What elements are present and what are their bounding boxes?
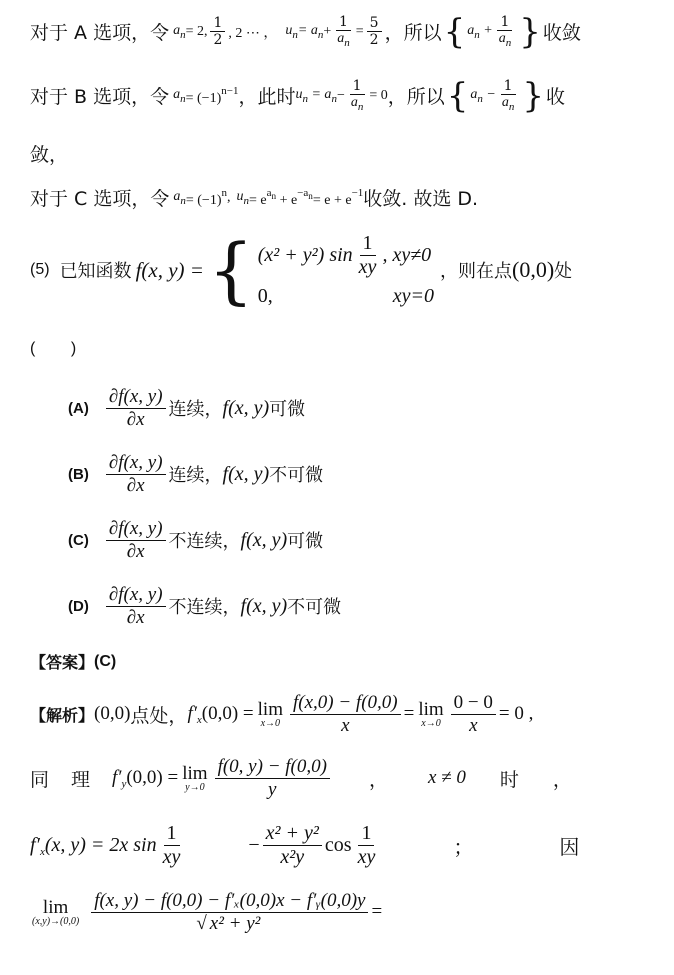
fraction-one-over-a-set: $\frac{1}{a_n}$ [498, 14, 512, 50]
case-2-cond: xy=0 [392, 285, 435, 307]
text: 对于 C 选项，令 [30, 188, 170, 210]
limit: lim x→0 [418, 698, 444, 729]
text: 对于 A 选项，令 [30, 22, 170, 45]
sqrt-denominator [193, 913, 266, 935]
case-1-expr: (x² + y²) sin [257, 244, 353, 266]
text: 理 [71, 768, 91, 791]
limit: lim (x,y)→(0,0) [32, 896, 80, 927]
left-brace: { [443, 11, 466, 52]
fraction-one-over-a: $\frac{1}{a_n}$ [350, 78, 364, 114]
option-text: 可微 [287, 531, 324, 553]
minus: − [248, 834, 260, 856]
answer-label: 【答案】 [30, 653, 95, 672]
text: ， [552, 768, 572, 791]
partial-derivative: $\frac{\partial f(x, y)}{\partial x}$ [106, 518, 166, 563]
fy-partial: $f'_y$ [112, 766, 127, 790]
plus: + [323, 23, 332, 39]
math-sum-result: = $e + e^{-1}$ [312, 186, 364, 208]
partial-derivative: $\frac{\partial f(x, y)}{\partial x}$ [106, 452, 166, 497]
answer-line [30, 650, 116, 673]
option-d [68, 584, 341, 629]
function-def: f(x, y) = [135, 257, 204, 282]
option-func: f(x, y) [240, 528, 288, 551]
text: ； [453, 835, 474, 859]
fraction-zero: $\frac{0 - 0}{x}$ [451, 692, 496, 737]
text: 已知函数 [59, 261, 132, 282]
fraction-one-over-a-set: $\frac{1}{a_n}$ [501, 78, 515, 114]
analysis-line-3 [30, 822, 630, 869]
option-b [68, 452, 323, 497]
case-1 [258, 232, 434, 279]
set-a-n: $a_n$ − [470, 86, 496, 105]
piecewise-cases [258, 232, 434, 308]
text: 时 [499, 768, 519, 791]
equals: = [355, 23, 364, 39]
option-a [68, 386, 305, 431]
condition: x ≠ 0 [427, 767, 466, 789]
partial-derivative: $\frac{\partial f(x, y)}{\partial x}$ [106, 386, 166, 431]
fx-partial: $f'_x$ [30, 833, 45, 858]
text: 收敛. 故选 D. [363, 188, 479, 210]
option-label: (A) [68, 399, 89, 417]
math-u-n: $u_n$ [236, 188, 249, 207]
case-2-expr: 0, [257, 285, 273, 307]
limit: lim y→0 [182, 762, 208, 793]
equals: = [371, 901, 383, 923]
point: (0,0) [94, 703, 131, 725]
option-text: 连续， [168, 465, 223, 487]
option-text: 不连续， [168, 531, 241, 553]
text: 处 [554, 261, 573, 282]
fx-partial: $f'_x$ [187, 702, 202, 726]
question-number: (5) [30, 261, 50, 278]
math-zero: = 0 [369, 87, 388, 103]
text: ，所以 [387, 86, 445, 109]
fraction-five-halves: $\frac{5}{2}$ [367, 15, 382, 48]
analysis-line-2 [30, 756, 620, 801]
text: 收敛 [542, 22, 581, 45]
limit: lim x→0 [257, 698, 283, 729]
math-u-n: $u_n = a_n$ [295, 86, 337, 105]
line-continuation [30, 140, 68, 167]
math-a-n: $a_n$ [173, 22, 186, 41]
piecewise-brace: { [207, 228, 254, 312]
answer-value: (C) [94, 652, 117, 670]
option-text: 可微 [269, 399, 306, 421]
text: 敛， [30, 144, 69, 166]
question-5 [30, 228, 573, 312]
text: 收 [546, 86, 566, 109]
cos: cos [324, 834, 352, 856]
text: ，则在点 [440, 261, 513, 282]
fraction-difference-quotient: $\frac{f(x,0) - f(0,0)}{x}$ [290, 692, 401, 737]
math-a-n: $a_n$ [173, 188, 186, 207]
math-u-n: $u_n$ [285, 22, 298, 41]
text: ，此时 [238, 86, 296, 109]
math: (0,0) = [201, 703, 254, 725]
option-text: 不可微 [287, 597, 342, 619]
radicand: x² + y² [207, 912, 264, 934]
left-brace: { [446, 75, 469, 116]
fraction-one-over-a: $\frac{1}{a_n}$ [337, 14, 350, 50]
math: (0,0) = [126, 767, 179, 789]
fraction-sum-squares: $\frac{\text{x² + y²}}{\text{x²y}}$ [263, 822, 322, 869]
math-values: = 2, [185, 23, 208, 39]
text: 点处， [130, 704, 188, 727]
math-a-n: $a_n$ [173, 86, 186, 105]
text: ，所以 [384, 22, 442, 45]
math-result: = 0 , [498, 703, 534, 725]
partial-derivative: $\frac{\partial f(x, y)}{\partial x}$ [106, 584, 166, 629]
analysis-label: 【解析】 [30, 705, 95, 725]
right-brace: } [522, 75, 544, 116]
math-eq-a: = $a_n$ [297, 22, 324, 41]
math-expr: = $(-1)^{n-1}$ [185, 84, 239, 106]
option-text: 不可微 [269, 465, 324, 487]
case-2 [258, 285, 434, 308]
point: (0,0) [512, 257, 555, 282]
option-label: (C) [68, 531, 89, 549]
text: 因 [559, 835, 580, 859]
fraction-differentiability: $\frac{\text{f(x, y) − f(0,0) − f′ₓ(0,0)x − f′ᵧ(0,0)y}}{\text{√ x² + y²}}$ [91, 890, 368, 935]
option-func: f(x, y) [222, 462, 270, 485]
comma: , [226, 189, 231, 205]
answer-blank [30, 340, 76, 358]
fraction-one-over-xy: $\frac{1}{xy}$ [162, 822, 181, 868]
math-tail: , 2 ⋯ ， [228, 25, 278, 41]
line-option-b-analysis [30, 75, 566, 116]
text: 对于 B 选项，令 [30, 86, 170, 109]
option-label: (D) [68, 597, 89, 615]
analysis-line-1 [30, 692, 533, 737]
set-a-n: $a_n$ + [467, 22, 493, 41]
option-func: f(x, y) [240, 594, 288, 617]
option-func: f(x, y) [222, 396, 270, 419]
fraction-half: $\frac{1}{2}$ [210, 15, 225, 48]
line-option-a-analysis [30, 11, 581, 52]
math-expr: = $(-1)^n$ [185, 186, 227, 208]
math: (x, y) = 2x sin [44, 834, 157, 856]
right-brace: } [519, 11, 541, 52]
fraction-difference-quotient-y: $\frac{f(0, y) - f(0,0)}{y}$ [215, 756, 330, 801]
text: 同 [30, 768, 50, 791]
option-label: (B) [68, 465, 89, 483]
option-text: 不连续， [168, 597, 241, 619]
analysis-line-4 [28, 890, 382, 935]
fraction-one-over-xy: $\frac{1}{xy}$ [357, 822, 376, 868]
case-1-cond: , xy≠0 [382, 244, 432, 266]
equals: = [403, 703, 415, 725]
paren-blank: ( ) [30, 340, 77, 357]
option-c [68, 518, 323, 563]
radical: √ [196, 912, 207, 934]
option-text: 连续， [168, 399, 223, 421]
fraction-one-over-xy: $\frac{1}{xy}$ [358, 232, 377, 278]
text: ， [368, 768, 388, 791]
line-option-c-analysis [30, 184, 478, 211]
minus: − [336, 87, 345, 103]
math-exp-sum: = $e^{a_n} + e^{-a_n}$ [248, 186, 313, 208]
